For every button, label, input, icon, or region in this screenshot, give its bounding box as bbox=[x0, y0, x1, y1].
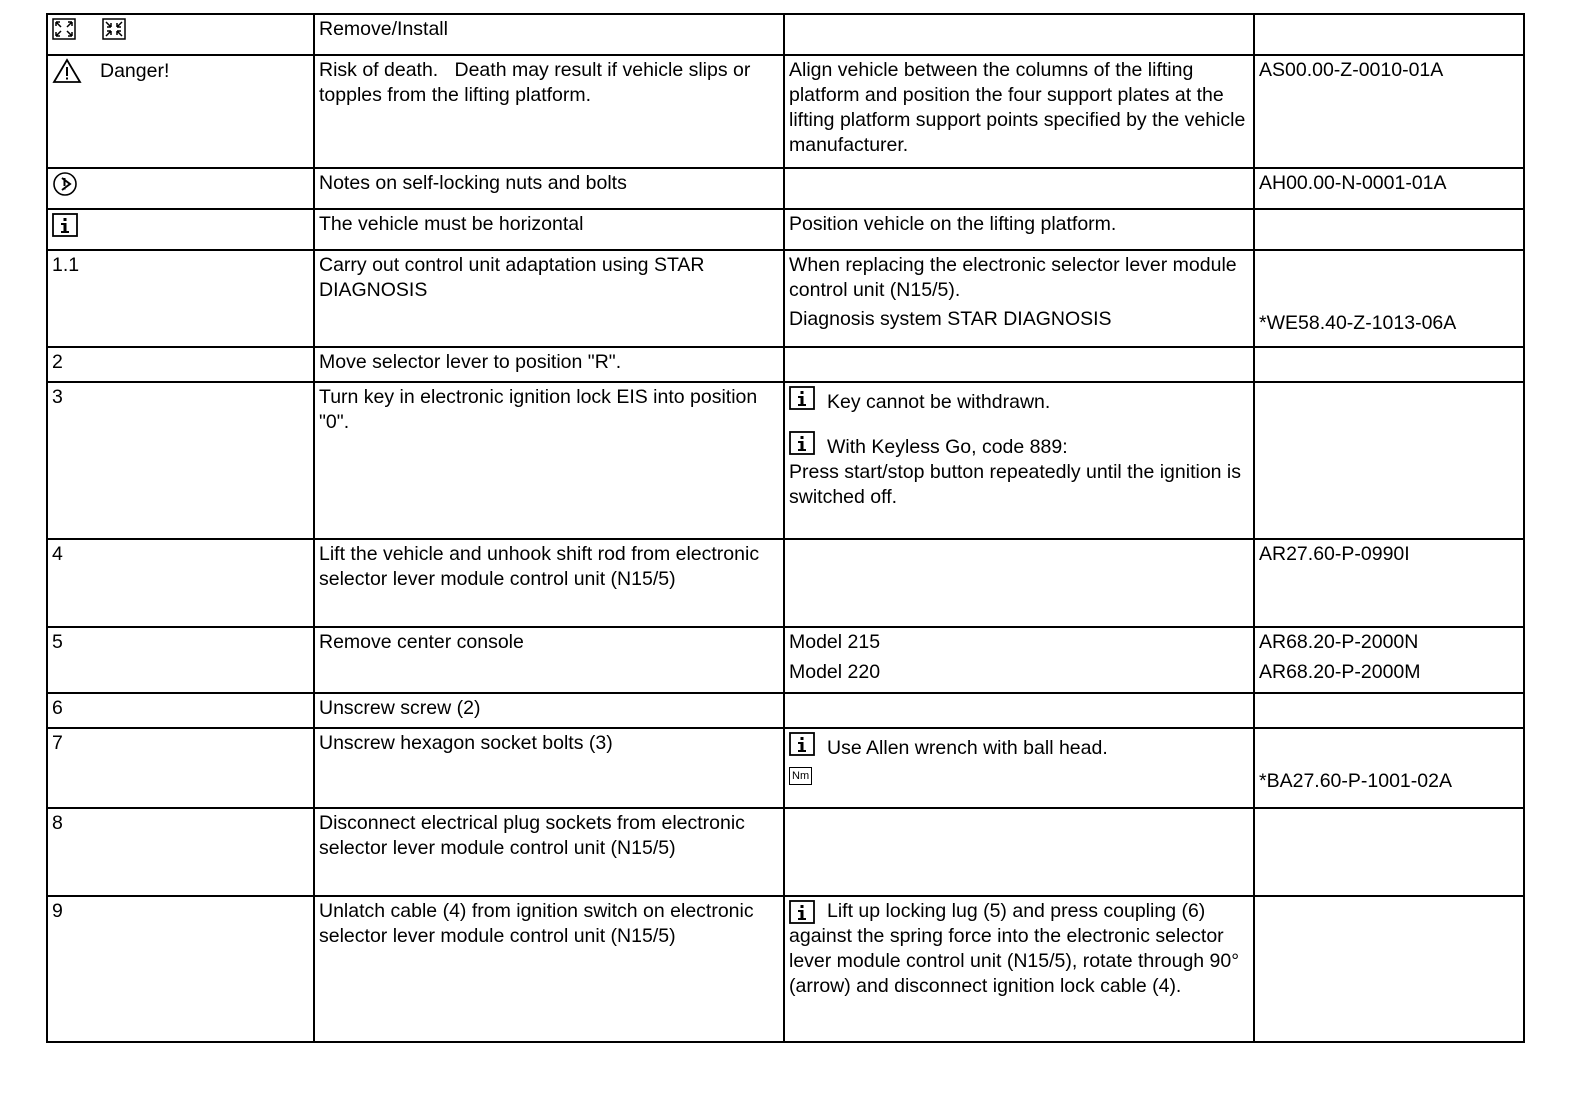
step-note: Lift up locking lug (5) and press coupling (6) against the spring force into the electronic selector lever module control unit (N15/5), rotate through 90° (arrow) and disconnect ignition lock cable (4). bbox=[789, 900, 1240, 997]
step-text: Lift the vehicle and unhook shift rod from electronic selector lever module control unit (N15/5) bbox=[314, 539, 784, 627]
step-text: Unlatch cable (4) from ignition switch on electronic selector lever module control unit (N15/5) bbox=[314, 896, 784, 1042]
step-number: 5 bbox=[47, 627, 314, 693]
table-row bbox=[47, 539, 1524, 627]
remove-icon bbox=[52, 18, 76, 40]
info-icon bbox=[789, 386, 815, 410]
step-note: With Keyless Go, code 889: bbox=[827, 436, 1068, 458]
document-reference: AR68.20-P-2000M bbox=[1259, 661, 1421, 683]
step-text: Unscrew screw (2) bbox=[314, 693, 784, 728]
danger-text: Death may result if vehicle slips or topples from the lifting platform. bbox=[319, 59, 751, 106]
info-icon bbox=[789, 732, 815, 756]
danger-instruction: Align vehicle between the columns of the lifting platform and position the four support plates at the lifting platform support points specified by the vehicle manufacturer. bbox=[784, 55, 1254, 168]
document-reference: AS00.00-Z-0010-01A bbox=[1254, 55, 1524, 168]
procedure-table bbox=[46, 13, 1525, 1043]
step-number: 4 bbox=[47, 539, 314, 627]
header-title: Remove/Install bbox=[314, 14, 784, 55]
info-icon bbox=[789, 900, 815, 924]
danger-label: Danger! bbox=[100, 59, 170, 82]
step-number: 6 bbox=[47, 693, 314, 728]
step-text: Remove center console bbox=[314, 627, 784, 693]
step-text: Unscrew hexagon socket bolts (3) bbox=[314, 728, 784, 808]
table-row bbox=[47, 347, 1524, 382]
step-number: 3 bbox=[47, 382, 314, 539]
step-note: Press start/stop button repeatedly until the ignition is switched off. bbox=[789, 461, 1242, 508]
step-number: 8 bbox=[47, 808, 314, 896]
step-number: 9 bbox=[47, 896, 314, 1042]
step-text: Move selector lever to position "R". bbox=[314, 347, 784, 382]
step-note: Diagnosis system STAR DIAGNOSIS bbox=[789, 308, 1112, 330]
install-icon bbox=[102, 18, 126, 40]
step-note: Use Allen wrench with ball head. bbox=[827, 737, 1108, 759]
info-icon bbox=[52, 213, 78, 237]
table-row bbox=[47, 627, 1524, 693]
document-reference: AR68.20-P-2000N bbox=[1259, 631, 1419, 653]
warning-triangle-icon bbox=[52, 58, 82, 84]
step-number: 2 bbox=[47, 347, 314, 382]
table-row bbox=[47, 55, 1524, 168]
table-row bbox=[47, 896, 1524, 1042]
step-text: The vehicle must be horizontal bbox=[314, 209, 784, 250]
header-icons-cell bbox=[47, 14, 314, 55]
step-note: Position vehicle on the lifting platform. bbox=[784, 209, 1254, 250]
table-row bbox=[47, 14, 1524, 55]
table-row bbox=[47, 250, 1524, 347]
step-number: 1.1 bbox=[47, 250, 314, 347]
table-row bbox=[47, 209, 1524, 250]
info-icon bbox=[789, 431, 815, 455]
step-number: 7 bbox=[47, 728, 314, 808]
danger-heading: Risk of death. bbox=[319, 59, 439, 81]
torque-nm-icon: Nm bbox=[789, 767, 812, 785]
document-reference: *BA27.60-P-1001-02A bbox=[1259, 770, 1452, 792]
step-text: Turn key in electronic ignition lock EIS into position "0". bbox=[314, 382, 784, 539]
table-row bbox=[47, 728, 1524, 808]
document-reference: *WE58.40-Z-1013-06A bbox=[1259, 312, 1457, 334]
note-circle-icon bbox=[52, 171, 78, 197]
table-row bbox=[47, 168, 1524, 209]
step-text: Notes on self-locking nuts and bolts bbox=[314, 168, 784, 209]
table-row bbox=[47, 382, 1524, 539]
step-note: When replacing the electronic selector lever module control unit (N15/5). bbox=[789, 254, 1237, 301]
step-text: Carry out control unit adaptation using STAR DIAGNOSIS bbox=[314, 250, 784, 347]
table-row bbox=[47, 693, 1524, 728]
model-label: Model 215 bbox=[789, 631, 881, 653]
model-label: Model 220 bbox=[789, 661, 881, 683]
step-note: Key cannot be withdrawn. bbox=[827, 391, 1051, 413]
document-reference: AH00.00-N-0001-01A bbox=[1254, 168, 1524, 209]
step-text: Disconnect electrical plug sockets from electronic selector lever module control unit (N15/5) bbox=[314, 808, 784, 896]
document-reference: AR27.60-P-0990I bbox=[1254, 539, 1524, 627]
table-row bbox=[47, 808, 1524, 896]
